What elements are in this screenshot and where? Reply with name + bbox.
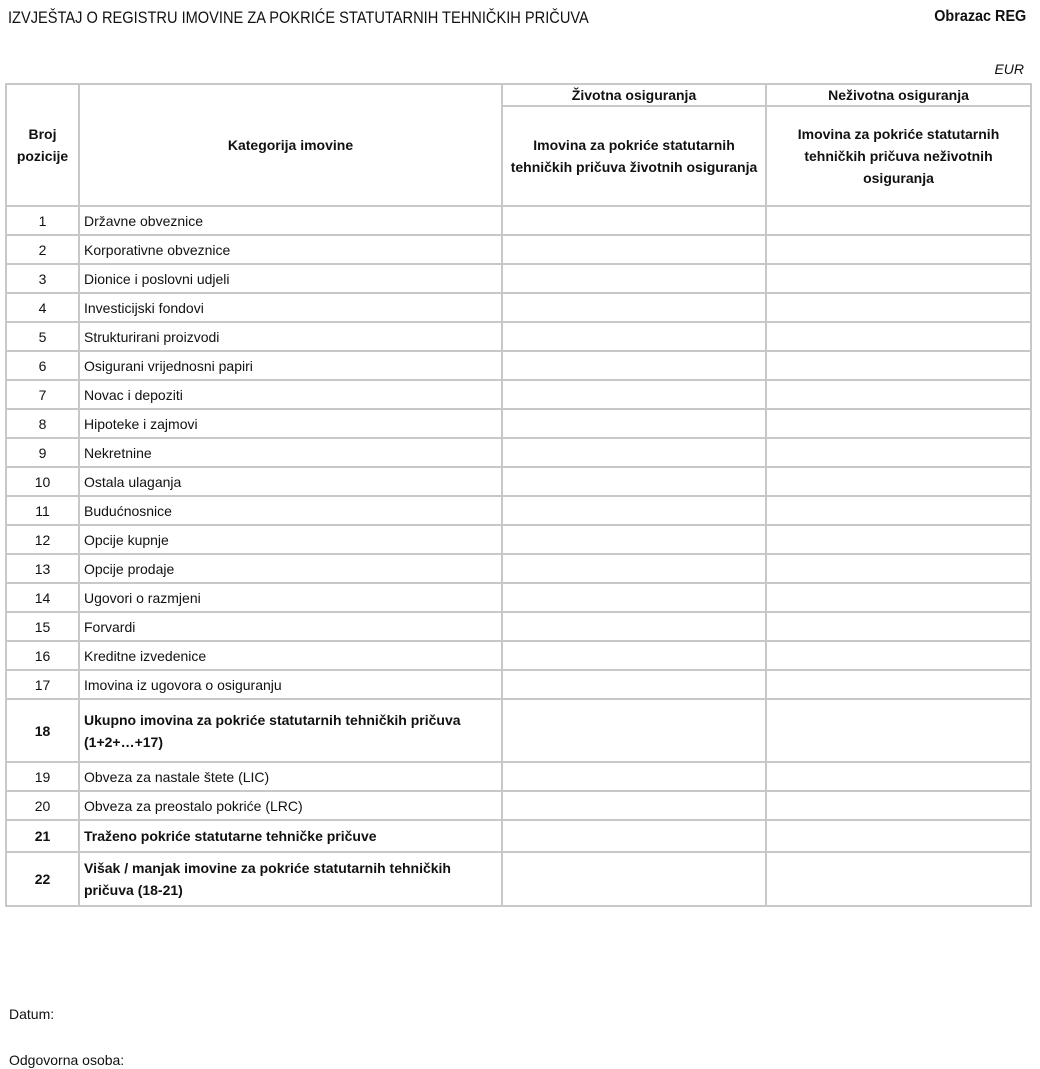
row-number: 5 bbox=[6, 322, 79, 351]
life-value-cell[interactable] bbox=[502, 264, 766, 293]
nonlife-value-cell[interactable] bbox=[766, 583, 1031, 612]
row-number: 4 bbox=[6, 293, 79, 322]
column-header-life: Imovina za pokriće statutarnih tehničkih pričuva životnih osiguranja bbox=[502, 106, 766, 206]
life-value-cell[interactable] bbox=[502, 852, 766, 906]
row-number: 13 bbox=[6, 554, 79, 583]
row-label: Obveza za nastale štete (LIC) bbox=[79, 762, 502, 791]
table-row bbox=[6, 438, 1031, 467]
row-number: 21 bbox=[6, 820, 79, 852]
form-code: Obrazac REG bbox=[933, 8, 1026, 25]
row-label: Državne obveznice bbox=[79, 206, 502, 235]
nonlife-value-cell[interactable] bbox=[766, 820, 1031, 852]
nonlife-value-cell[interactable] bbox=[766, 322, 1031, 351]
table-row bbox=[6, 206, 1031, 235]
row-label: Ukupno imovina za pokriće statutarnih tehničkih pričuva (1+2+…+17) bbox=[79, 699, 502, 762]
row-number: 6 bbox=[6, 351, 79, 380]
table-row bbox=[6, 791, 1031, 820]
row-label: Imovina iz ugovora o osiguranju bbox=[79, 670, 502, 699]
row-label: Dionice i poslovni udjeli bbox=[79, 264, 502, 293]
table-row bbox=[6, 641, 1031, 670]
life-value-cell[interactable] bbox=[502, 699, 766, 762]
row-number: 16 bbox=[6, 641, 79, 670]
column-header-nonlife: Imovina za pokriće statutarnih tehničkih pričuva neživotnih osiguranja bbox=[766, 106, 1031, 206]
table-row bbox=[6, 699, 1031, 762]
table-row bbox=[6, 235, 1031, 264]
life-value-cell[interactable] bbox=[502, 641, 766, 670]
nonlife-value-cell[interactable] bbox=[766, 791, 1031, 820]
currency-label: EUR bbox=[994, 61, 1024, 77]
report-title: IZVJEŠTAJ O REGISTRU IMOVINE ZA POKRIĆE STATUTARNIH TEHNIČKIH PRIČUVA bbox=[8, 8, 589, 27]
life-value-cell[interactable] bbox=[502, 670, 766, 699]
row-label: Ostala ulaganja bbox=[79, 467, 502, 496]
row-number: 20 bbox=[6, 791, 79, 820]
table-row bbox=[6, 409, 1031, 438]
table-row bbox=[6, 820, 1031, 852]
row-number: 3 bbox=[6, 264, 79, 293]
table-row bbox=[6, 293, 1031, 322]
row-number: 15 bbox=[6, 612, 79, 641]
table-row bbox=[6, 467, 1031, 496]
table-row bbox=[6, 525, 1031, 554]
table-row bbox=[6, 351, 1031, 380]
row-label: Osigurani vrijednosni papiri bbox=[79, 351, 502, 380]
life-value-cell[interactable] bbox=[502, 583, 766, 612]
row-label: Investicijski fondovi bbox=[79, 293, 502, 322]
row-label: Budućnosnice bbox=[79, 496, 502, 525]
life-value-cell[interactable] bbox=[502, 467, 766, 496]
table-row bbox=[6, 670, 1031, 699]
row-number: 7 bbox=[6, 380, 79, 409]
row-number: 19 bbox=[6, 762, 79, 791]
nonlife-value-cell[interactable] bbox=[766, 670, 1031, 699]
nonlife-value-cell[interactable] bbox=[766, 235, 1031, 264]
life-value-cell[interactable] bbox=[502, 791, 766, 820]
nonlife-value-cell[interactable] bbox=[766, 525, 1031, 554]
life-value-cell[interactable] bbox=[502, 293, 766, 322]
row-label: Kreditne izvedenice bbox=[79, 641, 502, 670]
life-value-cell[interactable] bbox=[502, 409, 766, 438]
life-value-cell[interactable] bbox=[502, 206, 766, 235]
life-value-cell[interactable] bbox=[502, 612, 766, 641]
nonlife-value-cell[interactable] bbox=[766, 762, 1031, 791]
table-row bbox=[6, 612, 1031, 641]
life-value-cell[interactable] bbox=[502, 438, 766, 467]
nonlife-value-cell[interactable] bbox=[766, 351, 1031, 380]
row-number: 14 bbox=[6, 583, 79, 612]
row-label: Strukturirani proizvodi bbox=[79, 322, 502, 351]
nonlife-value-cell[interactable] bbox=[766, 467, 1031, 496]
group-header-nonlife: Neživotna osiguranja bbox=[766, 84, 1031, 106]
life-value-cell[interactable] bbox=[502, 762, 766, 791]
life-value-cell[interactable] bbox=[502, 322, 766, 351]
row-number: 9 bbox=[6, 438, 79, 467]
life-value-cell[interactable] bbox=[502, 235, 766, 264]
column-header-position: Broj pozicije bbox=[6, 84, 79, 206]
table-row bbox=[6, 852, 1031, 906]
row-number: 2 bbox=[6, 235, 79, 264]
table-row bbox=[6, 762, 1031, 791]
life-value-cell[interactable] bbox=[502, 351, 766, 380]
nonlife-value-cell[interactable] bbox=[766, 852, 1031, 906]
date-label: Datum: bbox=[9, 1006, 55, 1022]
nonlife-value-cell[interactable] bbox=[766, 293, 1031, 322]
table-row bbox=[6, 380, 1031, 409]
row-label: Ugovori o razmjeni bbox=[79, 583, 502, 612]
row-label: Obveza za preostalo pokriće (LRC) bbox=[79, 791, 502, 820]
table-row bbox=[6, 264, 1031, 293]
nonlife-value-cell[interactable] bbox=[766, 380, 1031, 409]
life-value-cell[interactable] bbox=[502, 554, 766, 583]
nonlife-value-cell[interactable] bbox=[766, 612, 1031, 641]
row-label: Korporativne obveznice bbox=[79, 235, 502, 264]
column-header-category: Kategorija imovine bbox=[79, 84, 502, 206]
table-row bbox=[6, 496, 1031, 525]
row-label: Hipoteke i zajmovi bbox=[79, 409, 502, 438]
row-label: Opcije prodaje bbox=[79, 554, 502, 583]
row-label: Novac i depoziti bbox=[79, 380, 502, 409]
row-label: Nekretnine bbox=[79, 438, 502, 467]
life-value-cell[interactable] bbox=[502, 525, 766, 554]
row-number: 12 bbox=[6, 525, 79, 554]
nonlife-value-cell[interactable] bbox=[766, 554, 1031, 583]
life-value-cell[interactable] bbox=[502, 820, 766, 852]
table-row bbox=[6, 554, 1031, 583]
nonlife-value-cell[interactable] bbox=[766, 206, 1031, 235]
nonlife-value-cell[interactable] bbox=[766, 699, 1031, 762]
life-value-cell[interactable] bbox=[502, 496, 766, 525]
nonlife-value-cell[interactable] bbox=[766, 409, 1031, 438]
responsible-person-label: Odgovorna osoba: bbox=[9, 1052, 125, 1068]
row-number: 8 bbox=[6, 409, 79, 438]
table-row bbox=[6, 583, 1031, 612]
row-number: 11 bbox=[6, 496, 79, 525]
row-number: 17 bbox=[6, 670, 79, 699]
nonlife-value-cell[interactable] bbox=[766, 438, 1031, 467]
table-row bbox=[6, 322, 1031, 351]
row-number: 18 bbox=[6, 699, 79, 762]
row-label: Opcije kupnje bbox=[79, 525, 502, 554]
asset-register-table bbox=[5, 83, 1032, 907]
group-header-life: Životna osiguranja bbox=[502, 84, 766, 106]
row-number: 1 bbox=[6, 206, 79, 235]
life-value-cell[interactable] bbox=[502, 380, 766, 409]
row-label: Forvardi bbox=[79, 612, 502, 641]
row-number: 10 bbox=[6, 467, 79, 496]
nonlife-value-cell[interactable] bbox=[766, 496, 1031, 525]
nonlife-value-cell[interactable] bbox=[766, 641, 1031, 670]
row-label: Višak / manjak imovine za pokriće statutarnih tehničkih pričuva (18-21) bbox=[79, 852, 502, 906]
row-label: Traženo pokriće statutarne tehničke pričuve bbox=[79, 820, 502, 852]
nonlife-value-cell[interactable] bbox=[766, 264, 1031, 293]
row-number: 22 bbox=[6, 852, 79, 906]
